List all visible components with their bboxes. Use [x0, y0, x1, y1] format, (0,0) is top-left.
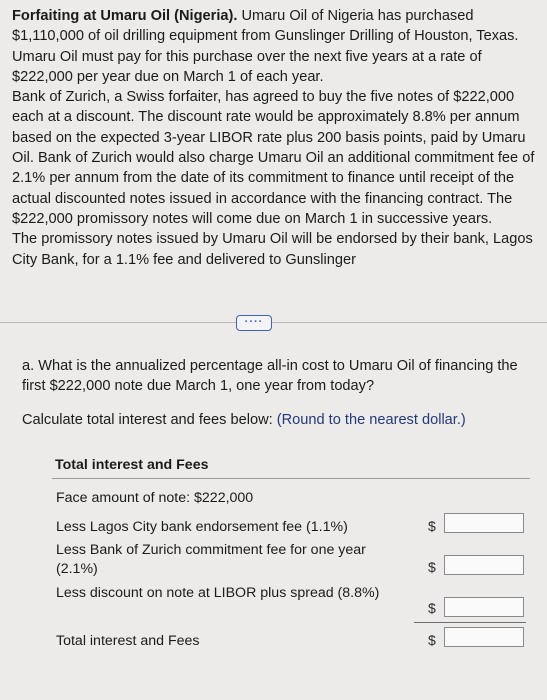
interest-fees-table — [52, 455, 530, 649]
problem-title: Forfaiting at Umaru Oil (Nigeria). — [12, 8, 238, 24]
section-divider — [0, 322, 547, 323]
endorsement-fee-input[interactable] — [444, 513, 524, 533]
total-rule — [414, 622, 526, 623]
commitment-fee-dollar-sign: $ — [428, 559, 436, 575]
total-dollar-sign: $ — [428, 632, 436, 648]
discount-dollar-sign: $ — [428, 600, 436, 616]
problem-paragraph-2: Bank of Zurich, a Swiss forfaiter, has agreed to buy the five notes of $222,000 each at a discount. The discount rate would be approximately 8.8% per annum based on the expected 3-year LIBOR rate plus 200 basis points, paid by Umaru Oil. Bank of Zurich would also charge Umaru Oil an additional commitment fee of 2.1% per annum from the date of its commitment to finance until receipt of the actual discounted notes issued in accordance with the financing contract. The $222,000 promissory notes will come due on March 1 in successive years. — [12, 89, 535, 227]
question-text: a. What is the annualized percentage all-in cost to Umaru Oil of financing the first $222,000 note due March 1, one year from today? — [22, 358, 518, 394]
instruction-text: Calculate total interest and fees below: — [22, 412, 273, 428]
problem-statement — [12, 6, 540, 270]
problem-paragraph-3: The promissory notes issued by Umaru Oil will be endorsed by their bank, Lagos City Bank, for a 1.1% fee and delivered to Gunslinger — [12, 231, 533, 268]
commitment-fee-input[interactable] — [444, 555, 524, 575]
rounding-hint: (Round to the nearest dollar.) — [276, 412, 466, 428]
endorsement-fee-dollar-sign: $ — [428, 518, 436, 534]
table-header: Total interest and Fees — [52, 455, 530, 479]
face-amount-label: Face amount of note: $222,000 — [56, 490, 254, 506]
expand-more-button[interactable]: ···· — [236, 315, 272, 331]
endorsement-fee-label: Less Lagos City bank endorsement fee (1.1%) — [56, 519, 348, 535]
total-label: Total interest and Fees — [56, 633, 200, 649]
question-a — [22, 357, 532, 396]
calculation-instruction — [22, 412, 466, 428]
problem-paragraph-1 — [12, 6, 540, 87]
discount-input[interactable] — [444, 597, 524, 617]
problem-text-1: Umaru Oil of Nigeria has purchased $1,110,000 of oil drilling equipment from Gunslinger Drilling of Houston, Texas. Umaru Oil must pay for this purchase over the next five years at a rate of $222,000 per year due on March 1 of each year. — [12, 8, 519, 85]
total-input[interactable] — [444, 627, 524, 647]
discount-label: Less discount on note at LIBOR plus spread (8.8%) — [56, 585, 380, 601]
commitment-fee-label: Less Bank of Zurich commitment fee for one year (2.1%) — [56, 542, 366, 577]
